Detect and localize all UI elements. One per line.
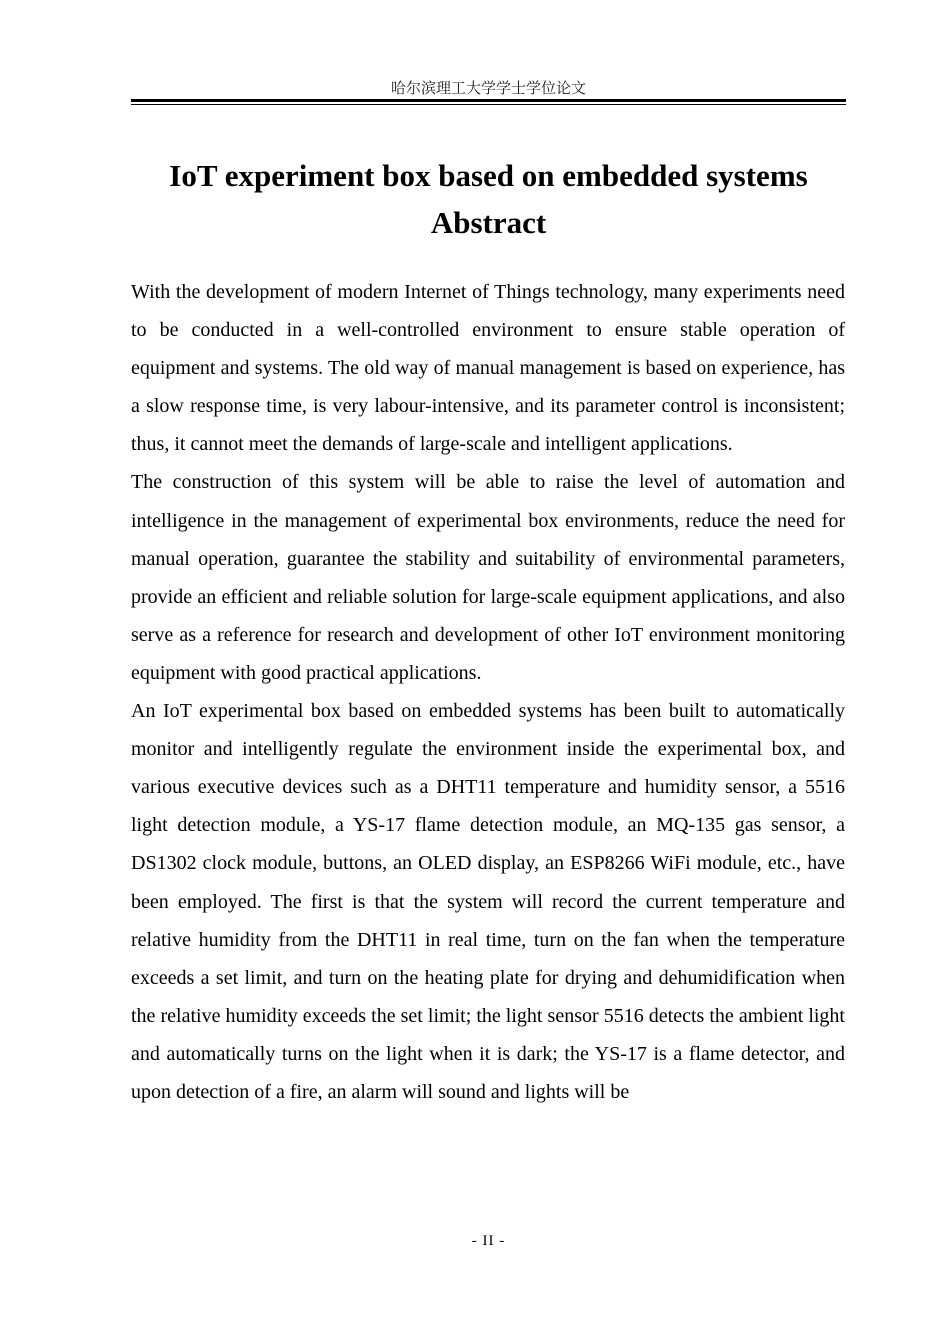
thesis-title: IoT experiment box based on embedded systems bbox=[169, 158, 808, 193]
abstract-body bbox=[131, 273, 845, 1111]
header-rule-thin bbox=[131, 104, 846, 105]
abstract-paragraph-2: The construction of this system will be able to raise the level of automation and intelligence in the management of experimental box environments, reduce the need for manual operation, guarantee the stability and suitability of environmental parameters, provide an efficient and reliable solution for large-scale equipment applications, and also serve as a reference for research and development of other IoT environment monitoring equipment with good practical applications. bbox=[131, 471, 845, 684]
header-rule-thick bbox=[131, 99, 846, 102]
abstract-paragraph-1: With the development of modern Internet of Things technology, many experiments need to be conducted in a well-controlled environment to ensure stable operation of equipment and systems. The old way of manual management is based on experience, has a slow response time, is very labour-intensive, and its parameter control is inconsistent; thus, it cannot meet the demands of large-scale and intelligent applications. bbox=[131, 281, 845, 456]
abstract-paragraph-3: An IoT experimental box based on embedded systems has been built to automatically monitor and intelligently regulate the environment inside the experimental box, and various executive devices such as a DHT11 temperature and humidity sensor, a 5516 light detection module, a YS-17 flame detection module, an MQ-135 gas sensor, a DS1302 clock module, buttons, an OLED display, an ESP8266 WiFi module, etc., have been employed. The first is that the system will record the current temperature and relative humidity from the DHT11 in real time, turn on the fan when the temperature exceeds a set limit, and turn on the heating plate for drying and dehumidification when the relative humidity exceeds the set limit; the light sensor 5516 detects the ambient light and automatically turns on the light when it is dark; the YS-17 is a flame detector, and upon detection of a fire, an alarm will sound and lights will be bbox=[131, 700, 845, 1103]
abstract-heading: Abstract bbox=[430, 205, 547, 240]
running-header: 哈尔滨理工大学学士学位论文 bbox=[390, 79, 586, 97]
page-number: - II - bbox=[471, 1233, 506, 1249]
